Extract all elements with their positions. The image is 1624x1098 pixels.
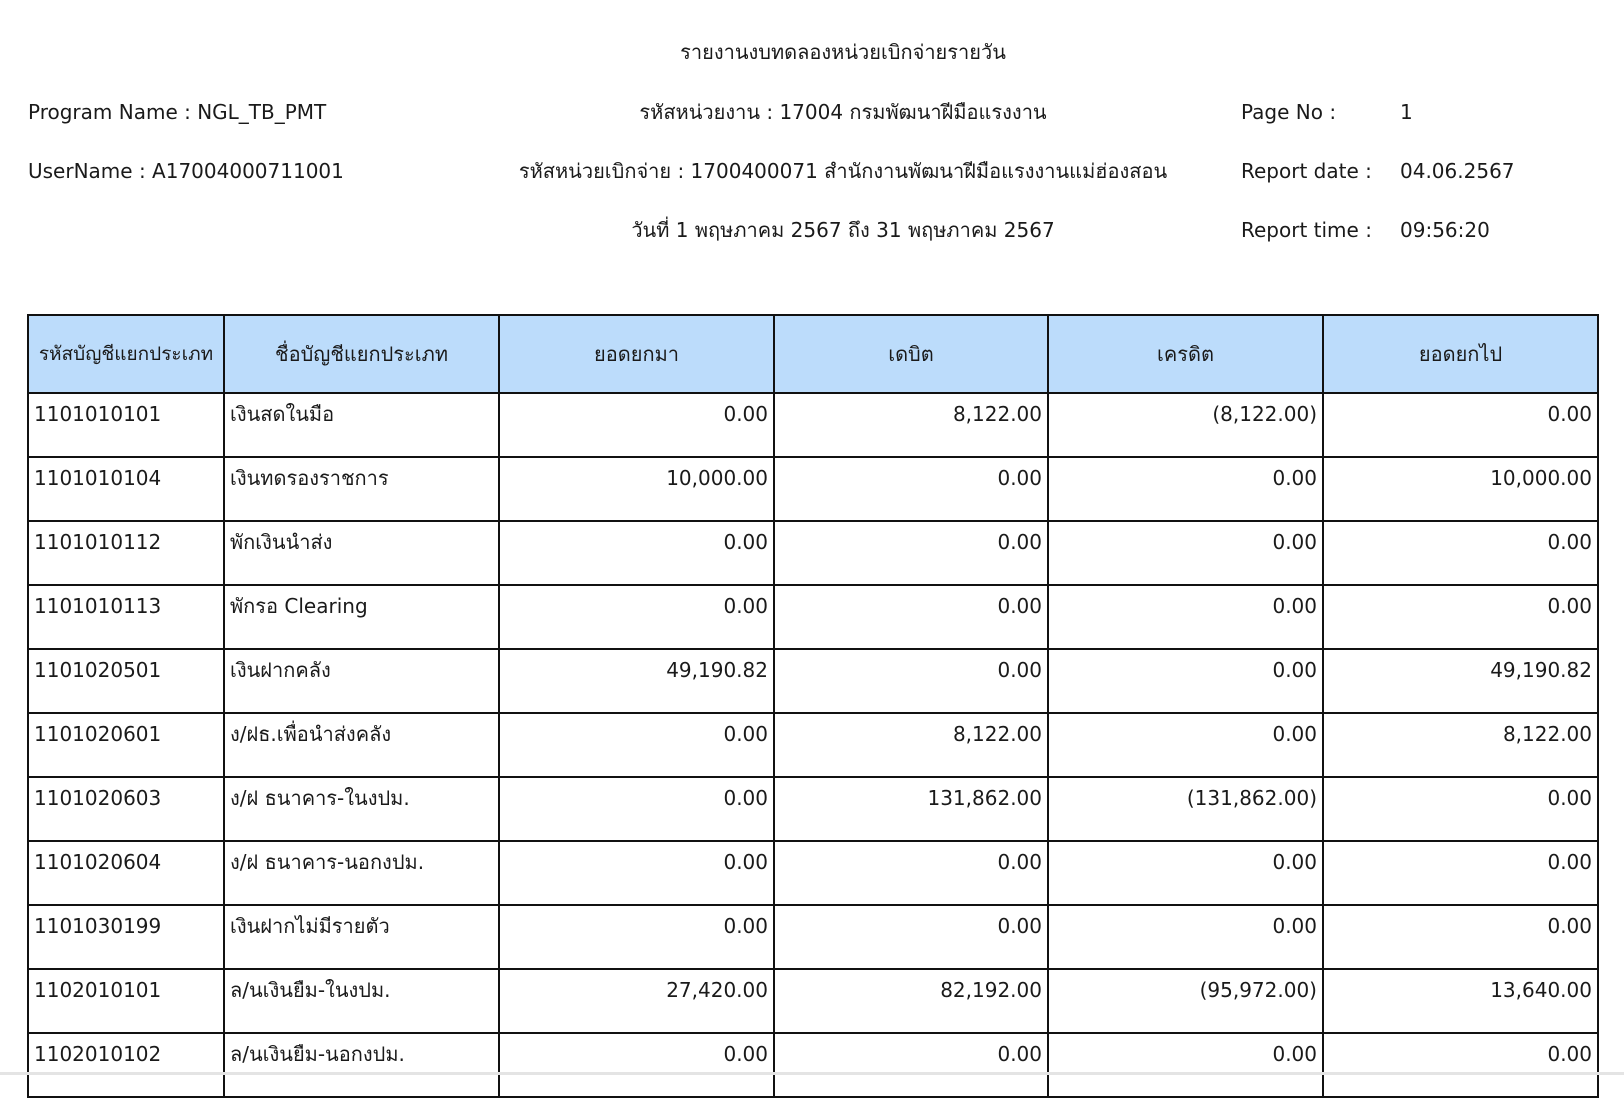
cell-credit: 0.00 (1048, 457, 1323, 521)
cell-credit: 0.00 (1048, 905, 1323, 969)
cell-account-code: 1102010101 (28, 969, 224, 1033)
cell-debit: 0.00 (774, 905, 1048, 969)
cell-closing-balance: 0.00 (1323, 1033, 1598, 1097)
col-header-debit: เดบิต (774, 315, 1048, 393)
cell-closing-balance: 0.00 (1323, 777, 1598, 841)
cell-credit: 0.00 (1048, 649, 1323, 713)
table-row (28, 521, 1598, 585)
cell-account-name: เงินทดรองราชการ (224, 457, 499, 521)
cell-account-name: ง/ฝ ธนาคาร-นอกงปม. (224, 841, 499, 905)
cell-account-name: ล/นเงินยืม-ในงปม. (224, 969, 499, 1033)
cell-account-name: พักรอ Clearing (224, 585, 499, 649)
cell-credit: (131,862.00) (1048, 777, 1323, 841)
cell-closing-balance: 0.00 (1323, 905, 1598, 969)
user-name: UserName : A17004000711001 (28, 159, 344, 183)
table-row (28, 905, 1598, 969)
cell-account-code: 1101030199 (28, 905, 224, 969)
report-date-value: 04.06.2567 (1400, 159, 1515, 183)
cell-opening-balance: 0.00 (499, 777, 774, 841)
col-header-credit: เครดิต (1048, 315, 1323, 393)
cell-debit: 0.00 (774, 1033, 1048, 1097)
cell-credit: (95,972.00) (1048, 969, 1323, 1033)
cell-closing-balance: 0.00 (1323, 521, 1598, 585)
cell-opening-balance: 0.00 (499, 393, 774, 457)
cell-account-code: 1101020603 (28, 777, 224, 841)
cell-account-name: ล/นเงินยืม-นอกงปม. (224, 1033, 499, 1097)
cell-debit: 8,122.00 (774, 393, 1048, 457)
cell-opening-balance: 0.00 (499, 521, 774, 585)
cell-debit: 0.00 (774, 841, 1048, 905)
report-date-label: Report date : (1241, 159, 1372, 183)
cell-debit: 0.00 (774, 649, 1048, 713)
cell-credit: 0.00 (1048, 521, 1323, 585)
cell-account-code: 1101020604 (28, 841, 224, 905)
table-row (28, 841, 1598, 905)
page-no-value: 1 (1400, 100, 1413, 124)
table-header-row (28, 315, 1598, 393)
cell-opening-balance: 10,000.00 (499, 457, 774, 521)
cell-opening-balance: 0.00 (499, 1033, 774, 1097)
col-header-account-code: รหัสบัญชีแยกประเภท (28, 315, 224, 393)
cell-opening-balance: 0.00 (499, 713, 774, 777)
cell-closing-balance: 0.00 (1323, 841, 1598, 905)
table-row (28, 457, 1598, 521)
cell-credit: 0.00 (1048, 1033, 1323, 1097)
table-row (28, 777, 1598, 841)
cell-debit: 0.00 (774, 521, 1048, 585)
cell-account-code: 1101020601 (28, 713, 224, 777)
table-row (28, 1033, 1598, 1097)
cell-opening-balance: 49,190.82 (499, 649, 774, 713)
cell-closing-balance: 0.00 (1323, 393, 1598, 457)
cell-account-name: ง/ฝธ.เพื่อนำส่งคลัง (224, 713, 499, 777)
cell-debit: 131,862.00 (774, 777, 1048, 841)
cell-account-code: 1101010113 (28, 585, 224, 649)
col-header-closing-balance: ยอดยกไป (1323, 315, 1598, 393)
cell-account-code: 1101010112 (28, 521, 224, 585)
table-row (28, 713, 1598, 777)
cell-closing-balance: 0.00 (1323, 585, 1598, 649)
date-range: วันที่ 1 พฤษภาคม 2567 ถึง 31 พฤษภาคม 2567 (631, 218, 1055, 242)
cell-account-name: เงินฝากไม่มีรายตัว (224, 905, 499, 969)
cell-closing-balance: 13,640.00 (1323, 969, 1598, 1033)
table-row (28, 649, 1598, 713)
cell-debit: 0.00 (774, 585, 1048, 649)
table-row (28, 393, 1598, 457)
cell-credit: 0.00 (1048, 841, 1323, 905)
cell-opening-balance: 0.00 (499, 585, 774, 649)
cell-account-name: เงินฝากคลัง (224, 649, 499, 713)
cell-account-name: เงินสดในมือ (224, 393, 499, 457)
cell-account-code: 1101010104 (28, 457, 224, 521)
page-no-label: Page No : (1241, 100, 1337, 124)
cell-account-name: ง/ฝ ธนาคาร-ในงปม. (224, 777, 499, 841)
cell-closing-balance: 10,000.00 (1323, 457, 1598, 521)
cell-closing-balance: 8,122.00 (1323, 713, 1598, 777)
report-title: รายงานงบทดลองหน่วยเบิกจ่ายรายวัน (680, 40, 1006, 64)
agency-code: รหัสหน่วยงาน : 17004 กรมพัฒนาฝีมือแรงงาน (639, 100, 1047, 124)
cell-debit: 8,122.00 (774, 713, 1048, 777)
cell-account-name: พักเงินนำส่ง (224, 521, 499, 585)
cell-closing-balance: 49,190.82 (1323, 649, 1598, 713)
disbursement-unit: รหัสหน่วยเบิกจ่าย : 1700400071 สำนักงานพัฒนาฝีมือแรงงานแม่ฮ่องสอน (518, 159, 1168, 183)
cell-debit: 0.00 (774, 457, 1048, 521)
table-row (28, 969, 1598, 1033)
cell-account-code: 1102010102 (28, 1033, 224, 1097)
cell-opening-balance: 27,420.00 (499, 969, 774, 1033)
col-header-account-name: ชื่อบัญชีแยกประเภท (224, 315, 499, 393)
cell-credit: (8,122.00) (1048, 393, 1323, 457)
col-header-opening-balance: ยอดยกมา (499, 315, 774, 393)
cell-account-code: 1101020501 (28, 649, 224, 713)
cell-opening-balance: 0.00 (499, 905, 774, 969)
trial-balance-table (27, 314, 1599, 1098)
report-time-value: 09:56:20 (1400, 218, 1490, 242)
cell-account-code: 1101010101 (28, 393, 224, 457)
cell-credit: 0.00 (1048, 585, 1323, 649)
table-body (28, 393, 1598, 1097)
cell-debit: 82,192.00 (774, 969, 1048, 1033)
program-name: Program Name : NGL_TB_PMT (28, 100, 327, 124)
table-row (28, 585, 1598, 649)
cell-credit: 0.00 (1048, 713, 1323, 777)
cell-opening-balance: 0.00 (499, 841, 774, 905)
report-time-label: Report time : (1241, 218, 1372, 242)
